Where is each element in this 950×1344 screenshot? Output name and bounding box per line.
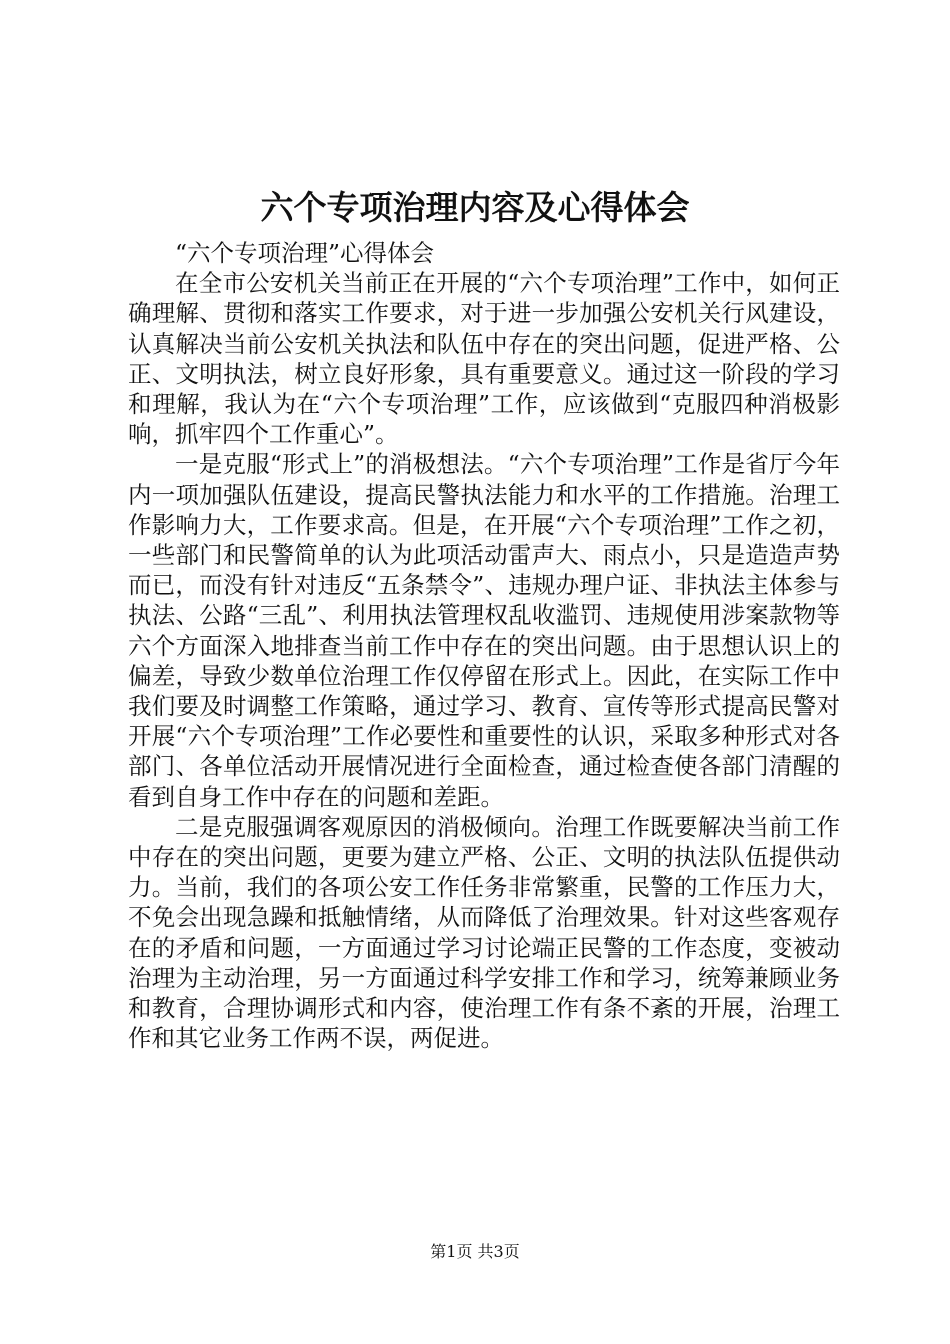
paragraph-point-two: 二是克服强调客观原因的消极倾向。治理工作既要解决当前工作中存在的突出问题，更要为建立严格、公正、文明的执法队伍提供动力。当前，我们的各项公安工作任务非常繁重，民警的工作压力大，不免会出现急躁和抵触情绪，从而降低了治理效果。针对这些客观存在的矛盾和问题，一方面通过学习讨论端正民警的工作态度，变被动治理为主动治理，另一方面通过科学安排工作和学习，统筹兼顾业务和教育，合理协调形式和内容，使治理工作有条不紊的开展，治理工作和其它业务工作两不误，两促进。 <box>128 812 840 1053</box>
paragraph-intro: 在全市公安机关当前正在开展的“六个专项治理”工作中，如何正确理解、贯彻和落实工作要求，对于进一步加强公安机关行风建设，认真解决当前公安机关执法和队伍中存在的突出问题，促进严格、公正、文明执法，树立良好形象，具有重要意义。通过这一阶段的学习和理解，我认为在“六个专项治理”工作，应该做到“克服四种消极影响，抓牢四个工作重心”。 <box>128 269 840 449</box>
document-body <box>128 238 840 1053</box>
document-subtitle: “六个专项治理”心得体会 <box>175 239 435 267</box>
document-title: 六个专项治理内容及心得体会 <box>260 188 690 227</box>
paragraph-point-one: 一是克服“形式上”的消极想法。“六个专项治理”工作是省厅今年内一项加强队伍建设，提高民警执法能力和水平的工作措施。治理工作影响力大，工作要求高。但是，在开展“六个专项治理”工作之初，一些部门和民警简单的认为此项活动雷声大、雨点小，只是造造声势而已，而没有针对违反“五条禁令”、违规办理户证、非执法主体参与执法、公路“三乱”、利用执法管理权乱收滥罚、违规使用涉案款物等六个方面深入地排查当前工作中存在的突出问题。由于思想认识上的偏差，导致少数单位治理工作仅停留在形式上。因此，在实际工作中我们要及时调整工作策略，通过学习、教育、宣传等形式提高民警对开展“六个专项治理”工作必要性和重要性的认识，采取多种形式对各部门、各单位活动开展情况进行全面检查，通过检查使各部门清醒的看到自身工作中存在的问题和差距。 <box>128 450 840 811</box>
page-number-footer: 第1页 共3页 <box>430 1242 520 1261</box>
